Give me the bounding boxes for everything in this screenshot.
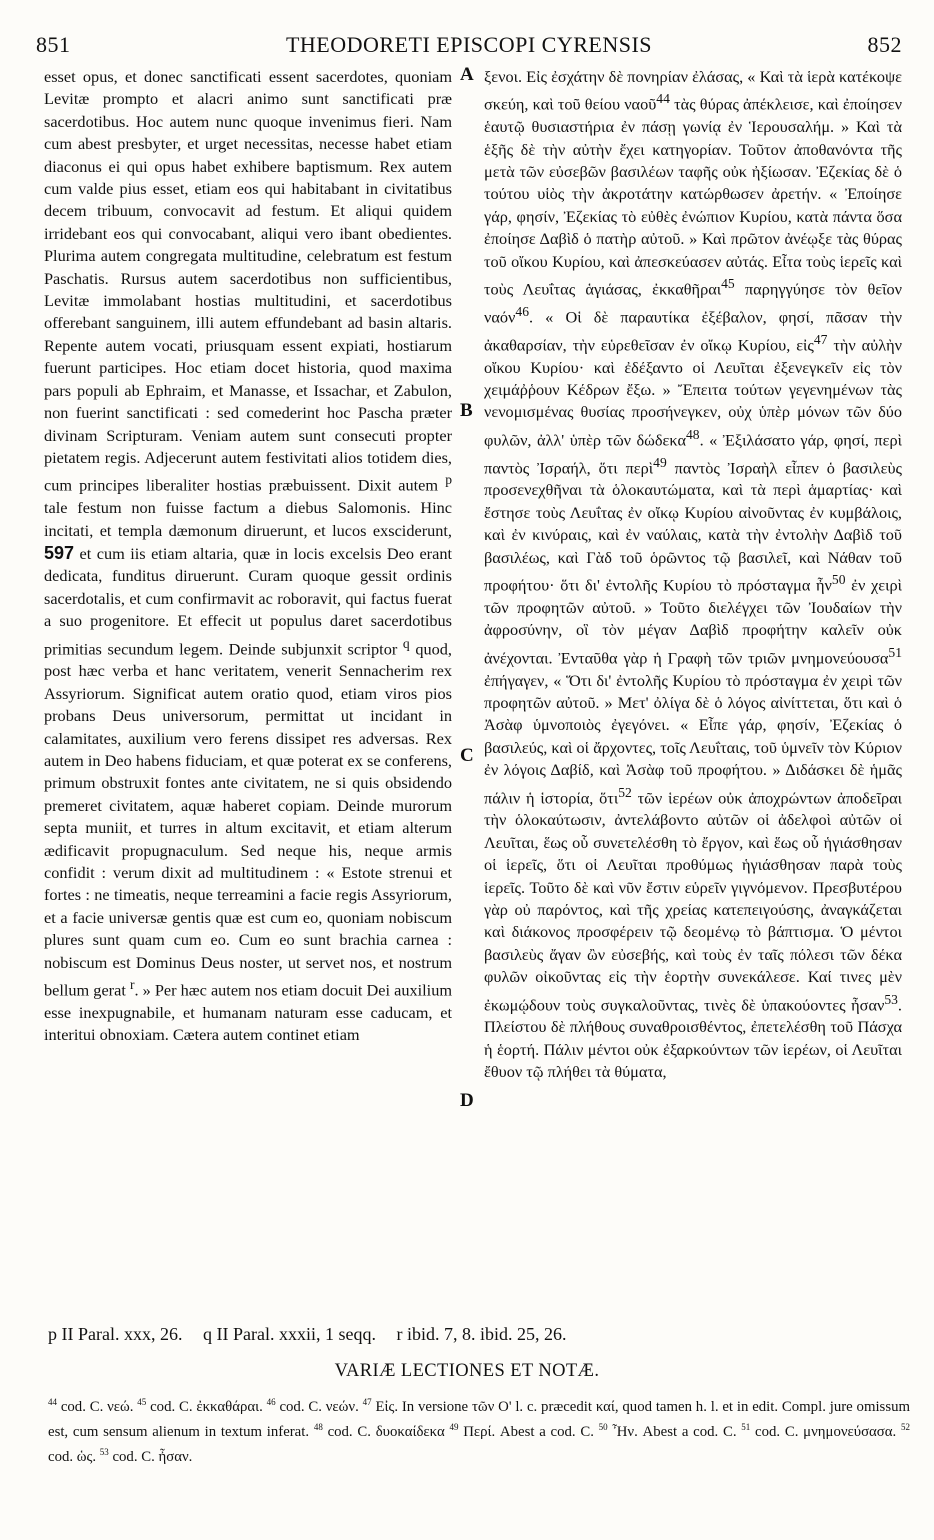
note-number-53: 53 — [99, 1446, 109, 1457]
note-number-51: 51 — [741, 1421, 751, 1432]
note-ref-45: 45 — [721, 276, 735, 292]
greek-part-7: παντὸς Ἰσραὴλ εἶπεν ὁ βασιλεὺς προσενεχθῆναι τὰ ὁλοκαυτώματα, καὶ τὰ περὶ ἁμαρτίας· καὶ ἔστησε τοὺς Λευΐτας ἐν οἴκῳ Κυρίου αἰνοῦντας ἐν κυμβάλοις, καὶ ἐν κινύραις, καὶ ἐν ναύλαις, κατὰ τὴν ἐντολὴν Δαβὶδ τοῦ βασιλέως, καὶ Γὰδ τοῦ ὁρῶντος τῷ βασιλεῖ, καὶ Νάθαν τοῦ προφήτου· ὅτι δι' ἐντολῆς Κυρίου τὸ πρόσταγμα ἦν — [484, 458, 902, 595]
note-number-50: 50 — [598, 1421, 608, 1432]
section-marker-d: D — [460, 1090, 474, 1111]
running-header — [36, 32, 902, 66]
note-46: cod. C. νεών. — [279, 1398, 359, 1415]
note-ref-48: 48 — [686, 426, 700, 442]
column-number-left: 851 — [36, 32, 71, 57]
note-number-44: 44 — [48, 1397, 57, 1407]
greek-part-5: τὴν αὐλὴν οἴκου Κυρίου· καὶ ἐδέξαντο οἱ Λευῖται ἐξενεγκεῖν εἰς τὸν χειμάῤῥουν Κέδρων ἔξω. » Ἔπειτα τούτων γεγενημένων τὰς νενομισμένας θυσίας προσήνεγκεν, οὐχ ὑπὲρ μόνων τῶν δύο φυλῶν, ἀλλ' ὑπὲρ τῶν δώδεκα — [484, 335, 902, 450]
latin-part-3: et cum iis etiam altaria, quæ in locis excelsis Deo erant dedicata, funditus diruerunt. Curam quoque gessit ordinis sacerdotalis, et cum confirmavit ac roboravit, qui factus fuerat a suo progenitore. Et effecit ut populus daret sacerdotibus primitias secundum legem. Deinde subjunxit scriptor — [44, 543, 452, 658]
column-number-right: 852 — [867, 32, 902, 57]
note-number-48: 48 — [313, 1421, 323, 1432]
note-number-45: 45 — [137, 1397, 147, 1407]
latin-part-2: tale festum non fuisse factum a diebus Salomonis. Hinc incitati, et templa dæmonum diruerunt, et lucos exsciderunt, — [44, 498, 452, 540]
ref-mark-q: q — [402, 635, 410, 651]
reference-q: q II Paral. xxxii, 1 seqq. — [202, 1324, 376, 1344]
greek-part-8: ἐν χειρὶ τῶν προφητῶν αὐτοῦ. » Τοῦτο διελέγχει τῶν Ἰουδαίων τὴν ἀφροσύνην, οἳ τὸν μέγαν Δαβὶδ προφήτην καλεῖν οὐκ ἀνέχονται. Ἐνταῦθα γὰρ ἡ Γραφὴ τῶν τριῶν μνημονεύουσα — [484, 575, 902, 668]
section-marker-c: C — [460, 745, 474, 766]
latin-part-4: quod, post hæc verba et hanc veritatem, venerit Sennacherim rex Assyriorum. Significat autem oratio quod, etiam viros pios probans Deus universorum, permittat ut incidant in calamitates, auxilium vero ferens dissipet res adversas. Rex autem in Deo habens fiduciam, et quæ poterat ex se conferens, primum obstruxit fontes ante civitatem, ne si quis obsidendo premeret civitatem, aquæ haberet copiam. Deinde murorum septa muniit, et turres in altum excitavit, et etiam alterum ædificavit propugnaculum. Sed neque his, neque armis confidit : verum dixit ad multitudinem : « Estote strenui et fortes : ne timeatis, neque terreamini a facie regis Assyriorum, et a facie universæ gentis quæ est cum eo, quoniam nobiscum plures sunt quam cum eo. Cum eo sunt brachia carnea : nobiscum est Dominus Deus noster, ut servet nos, et nostrum bellum gerat — [44, 639, 452, 1000]
scripture-references — [48, 1324, 908, 1345]
greek-part-2: τὰς θύρας ἀπέκλεισε, καὶ ἐποίησεν ἑαυτῷ θυσιαστήρια ἐν πάσῃ γωνίᾳ ἐν Ἱερουσαλήμ. » Καὶ τὰ ἑξῆς δὲ τὴν αὐτὴν ἔχει κατηγορίαν. Τοῦτον ἀποθανόντα τῆς μετὰ τῶν εὐσεβῶν βασιλέων ταφῆς οὐκ ἠξίωσαν. Ἐζεκίας δὲ ὁ τούτου υἱὸς τὴν ἀκροτάτην κατώρθωσεν ἀρετήν. « Ἐποίησε γάρ, φησίν, Ἐζεκίας τὸ εὐθὲς ἐνώπιον Κυρίου, κατὰ πάντα ὅσα ἐποίησε Δαβὶδ ὁ πατὴρ αὐτοῦ. » Καὶ πρῶτον ἀνέῳξε τὰς θύρας τοῦ οἴκου Κυρίου, καὶ ἀπεσκεύασεν αὐτάς. Εἶτα τοὺς ἱερεῖς καὶ τοὺς Λευΐτας ἁγιάσας, ἐκκαθῆραι — [484, 94, 902, 299]
greek-part-11: . Πλείστου δὲ πλήθους συναθροισθέντος, ἐπετελέσθη τοῦ Πάσχα ἡ ἑορτή. Πάλιν μέντοι οὐκ ἐξαρκούντων τῶν ἱερέων, οἱ Λευῖται ἔθυον τῷ πλήθει τὰ θύματα, — [484, 995, 902, 1082]
note-47: Εἰς. In versione τῶν O' l. c. præcedit καί, quod tamen h. l. et in edit. Compl. jure omissum est, cum sensum alienum in textum inferat. — [48, 1398, 910, 1440]
note-49: Περί. Abest a cod. C. — [463, 1423, 594, 1440]
note-ref-50: 50 — [831, 572, 846, 588]
page-number-marker: 597 — [44, 542, 75, 563]
section-marker-a: A — [460, 64, 474, 85]
note-number-52: 52 — [901, 1421, 910, 1432]
section-marker-b: B — [460, 400, 473, 421]
note-number-46: 46 — [266, 1397, 276, 1407]
note-ref-46: 46 — [515, 303, 529, 319]
note-45: cod. C. ἐκκαθάραι. — [150, 1398, 263, 1415]
note-48: cod. C. δυοκαίδεκα — [327, 1423, 445, 1440]
note-ref-53: 53 — [884, 991, 898, 1007]
latin-part-5: . » Per hæc autem nos etiam docuit Dei auxilium esse inexpugnabile, et humanam naturam esse caducam, et interitui obnoxiam. Cætera autem continet etiam — [44, 980, 453, 1045]
latin-text — [44, 66, 452, 1047]
running-title: THEODORETI EPISCOPI CYRENSIS — [285, 32, 653, 57]
note-ref-47: 47 — [813, 331, 828, 347]
greek-part-3: παρηγγύησε τὸν θεῖον ναόν — [484, 279, 902, 327]
note-51: cod. C. μνημονεύσασα. — [755, 1423, 897, 1440]
variae-heading: VARIÆ LECTIONES ET NOTÆ. — [334, 1361, 600, 1381]
greek-part-1: ξενοι. Εἰς ἐσχάτην δὲ πονηρίαν ἐλάσας, « Καὶ τὰ ἱερὰ κατέκοψε σκεύη, καὶ τοῦ θείου ναοῦ — [484, 67, 902, 114]
greek-text — [484, 66, 902, 1084]
greek-part-9: ἐπήγαγεν, « Ὅτι δι' ἐντολῆς Κυρίου τὸ πρόσταγμα ἐν χειρὶ τῶν προφητῶν αὐτοῦ. » Μετ' ὀλίγα δὲ ὁ λόγος αἰνίττεται, ὅτι καὶ ὁ Ἀσὰφ ὑμνοποιὸς ἐγεγόνει. « Εἶπε γάρ, φησίν, Ἐζεκίας ὁ βασιλεύς, καὶ οἱ ἄρχοντες, τοῖς Λευΐταις, τοῦ ὑμνεῖν τὸν Κύριον ἐν λόγοις Δαβίδ, καὶ Ἀσὰφ τοῦ προφήτου. » Διδάσκει δὲ ἡμᾶς πάλιν ἡ ἱστορία, ὅτι — [484, 670, 902, 807]
latin-part-1: esset opus, et donec sanctificati essent sacerdotes, quoniam Levitæ prompto et alacri animo sunt sanctificati præ sacerdotibus. Hoc autem nunc quoque invenimus fieri. Nam cum abest presbyter, et urget necessitas, necesse habet etiam diaconus ei qui opus habet exhibere baptismum. Rex autem cum valde pius esset, etiam eos qui habitabant in civitatibus decem tribuum, convocavit ad festum. Et aliqui quidem irridebant eos qui convocabant, aliqui vero ibant obedientes. Plurima autem congregata multitudine, celebratum est festum Paschatis. Rursus autem sacerdotibus non sufficientibus, Levitæ immolabant hostias multitudini, et sacerdotibus offerebant sanguinem, illi autem effundebant ad basin altaris. Repente autem vocati, priusquam essent expiati, hostiarum fuerunt participes. Hoc etiam docet historia, quod maxima pars populi ab Ephraim, et Manasse, et Issachar, et Zabulon, non fuerint sanctificati : sed comederint hoc Pascha præter divinam Scripturam. Veniam autem sunt consecuti propter pietatem regis. Adjecerunt autem festivitati alios totidem dies, cum principes liberaliter hostias præbuissent. Dixit autem — [44, 67, 452, 495]
greek-column — [484, 66, 902, 1084]
greek-part-4: . « Οἱ δὲ παραυτίκα ἐξέβαλον, φησί, πᾶσαν τὴν ἀκαθαρσίαν, τὴν εὑρεθεῖσαν ἐν οἴκῳ Κυρίου, εἰς — [484, 307, 902, 355]
note-ref-44: 44 — [656, 91, 670, 107]
note-52: cod. ὡς. — [48, 1448, 97, 1465]
greek-part-6: . « Ἐξιλάσατο γάρ, φησί, περὶ παντὸς Ἰσραήλ, ὅτι περὶ — [484, 430, 902, 478]
ref-mark-r: r — [129, 977, 135, 993]
note-53: cod. C. ἦσαν. — [112, 1448, 193, 1465]
note-ref-49: 49 — [653, 454, 667, 470]
variae-notes — [48, 1392, 910, 1467]
latin-column — [44, 66, 452, 1047]
note-50: Ἦν. Abest a cod. C. — [612, 1423, 737, 1440]
note-ref-51: 51 — [888, 644, 902, 660]
note-44: cod. C. νεώ. — [60, 1398, 134, 1415]
greek-part-10: τῶν ἱερέων οὐκ ἀποχρώντων ἀποδεῖραι τὴν ὁλοκαύτωσιν, ἀντελάβοντο αὐτῶν οἱ ἀδελφοὶ αὐτῶν οἱ Λευῖται, ἕως οὗ συνετελέσθη τὸ ἔργον, καὶ ἕως οὗ ἡγιάσθησαν οἱ ἱερεῖς, ὅτι οἱ Λευῖται προθύμως ἡγιάσθησαν παρὰ τοὺς ἱερεῖς. Τοῦτο δὲ καὶ νῦν ἔστιν εὑρεῖν γιγνόμενον. Πρεσβυτέρου γὰρ οὐ παρόντος, καὶ τῆς χρείας κατεπειγούσης, ἀναγκάζεται καὶ διάκονος προσφέρειν τῷ δεομένῳ τὸ βάπτισμα. Ὁ μέντοι βασιλεὺς ἄγαν ὢν εὐσεβής, καὶ τοὺς ἐν ταῖς πόλεσι τῶν δέκα φυλῶν οἰκοῦντας εἰς τὴν ἑορτὴν συνεκάλεσε. Καί τινες μὲν ἐκωμῴδουν τοὺς συγκαλοῦντας, τινὲς δὲ ὑπακούοντες ἦσαν — [484, 787, 902, 1015]
note-number-47: 47 — [362, 1397, 372, 1407]
reference-r: r ibid. 7, 8. ibid. 25, 26. — [396, 1324, 567, 1344]
note-number-49: 49 — [449, 1421, 459, 1432]
ref-mark-p: p — [445, 472, 452, 488]
note-ref-52: 52 — [618, 784, 632, 800]
reference-p: p II Paral. xxx, 26. — [48, 1324, 183, 1344]
